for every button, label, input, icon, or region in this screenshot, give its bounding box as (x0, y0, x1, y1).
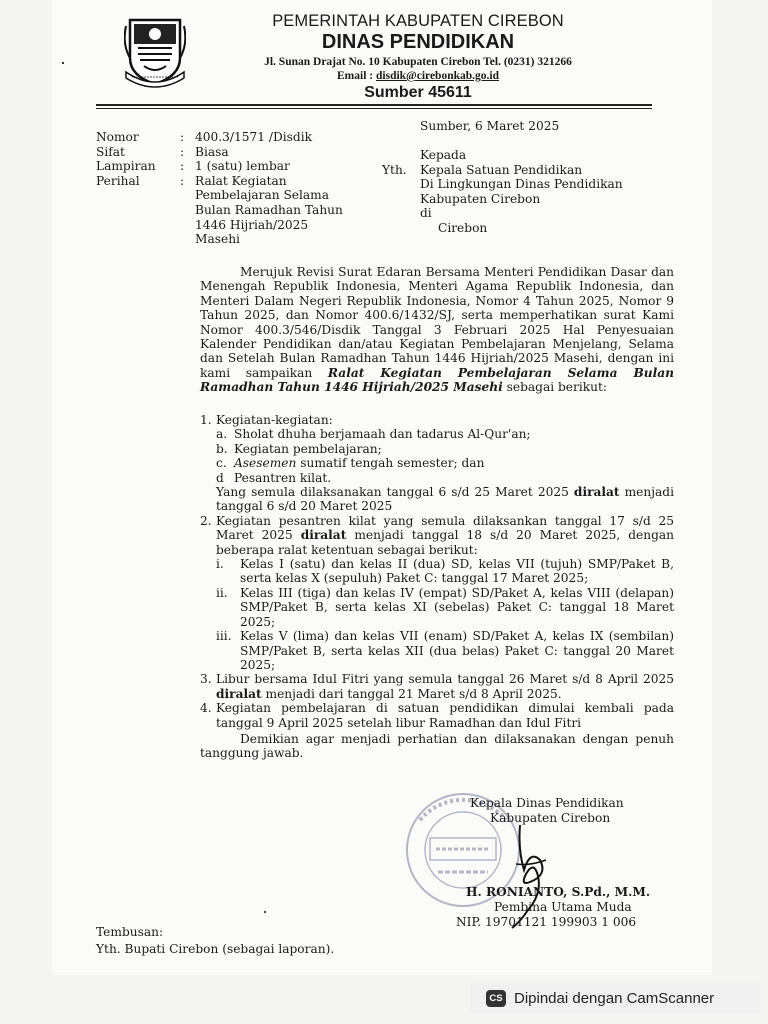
sub-letter: b. (216, 441, 228, 456)
meta-value-perihal-line: Bulan Ramadhan Tahun (195, 202, 343, 217)
body-paragraph (200, 265, 674, 395)
meta-label-lampiran: Lampiran (96, 159, 156, 174)
diralat-emphasis: diralat (216, 686, 262, 701)
list-item-1-change (216, 485, 674, 514)
sub-letter: d (216, 470, 224, 485)
recipient-block (420, 148, 623, 236)
sub-text: sumatif tengah semester; dan (296, 456, 485, 471)
recipient-kepada: Kepada (420, 148, 467, 162)
list-text: Kegiatan pesantren kilat yang semula dilaksankan tanggal 17 s/d 25 Maret 2025 (216, 513, 674, 543)
camscanner-watermark (470, 983, 760, 1013)
camscanner-logo-icon: CS (486, 990, 506, 1007)
meta-label-sifat: Sifat (96, 144, 125, 159)
diralat-emphasis: diralat (573, 485, 620, 500)
intro-paragraph (200, 265, 674, 395)
diralat-emphasis: diralat (300, 528, 347, 543)
camscanner-text: Dipindai dengan CamScanner (514, 989, 715, 1007)
scan-speck (62, 62, 64, 64)
letter-date: Sumber, 6 Maret 2025 (420, 119, 560, 133)
sub-letter: a. (216, 427, 228, 442)
letterhead-agency: DINAS PENDIDIKAN (321, 31, 515, 53)
signature-title-line: Kepala Dinas Pendidikan (470, 796, 624, 810)
recipient-city: Cirebon (438, 220, 488, 235)
list-number: 4. (200, 701, 212, 716)
tembusan-label: Tembusan: (96, 925, 164, 939)
recipient-line: Di Lingkungan Dinas Pendidikan (420, 177, 623, 192)
tembusan-recipient: Yth. Bupati Cirebon (sebagai laporan). (96, 942, 335, 956)
roman-number: ii. (216, 585, 228, 600)
ralat-list (200, 413, 674, 761)
signatory-name: H. RONIANTO, S.Pd., M.M. (466, 885, 651, 899)
list-item-3 (200, 672, 674, 701)
recipient-line: Kepala Satuan Pendidikan (420, 162, 583, 177)
roman-number: iii. (216, 629, 232, 644)
meta-value-perihal-line: Ralat Kegiatan (195, 173, 287, 188)
intro-subject-emphasis: Ralat Kegiatan Pembelajaran Selama Bulan Ramadhan Tahun 1446 Hijriah/2025 Masehi (200, 365, 674, 395)
meta-value-lampiran: 1 (satu) lembar (195, 159, 290, 174)
sub-item-d (216, 471, 674, 485)
roman-text: Kelas I (satu) dan kelas II (dua) SD, kelas VII (tujuh) SMP/Paket B, serta kelas X (sepuluh) Paket C: tanggal 17 Maret 2025; (240, 557, 674, 586)
meta-colons (180, 130, 184, 188)
sub-text: Pesantren kilat. (234, 470, 332, 485)
roman-item-ii (216, 586, 674, 629)
meta-colon: : (180, 144, 185, 159)
letterhead-address: Jl. Sunan Drajat No. 10 Kabupaten Cirebon Tel. (0231) 321266 (264, 56, 572, 68)
meta-value-perihal-line: Masehi (195, 232, 240, 247)
list-item-2 (200, 514, 674, 672)
roman-text: Kelas V (lima) dan kelas VII (enam) SD/Paket A, kelas IX (sembilan) SMP/Paket B, serta kelas XII (dua belas) Paket C: tanggal 20 Maret 2025; (240, 629, 674, 672)
change-text: Yang semula dilaksanakan tanggal 6 s/d 25 Maret 2025 (216, 485, 574, 500)
change-text: menjadi tanggal 6 s/d 20 Maret 2025 (216, 485, 674, 514)
letterhead-rule-thin (96, 108, 652, 109)
roman-number: i. (216, 557, 224, 572)
intro-text-end: sebagai berikut: (502, 380, 607, 395)
sub-item-c (216, 456, 674, 470)
meta-label-perihal: Perihal (96, 173, 140, 188)
meta-value-perihal-line: 1446 Hijriah/2025 (195, 217, 309, 232)
meta-value-nomor: 400.3/1571 /Disdik (195, 130, 313, 144)
meta-colon: : (180, 130, 185, 144)
list-text: Libur bersama Idul Fitri yang semula tanggal 26 Maret s/d 8 April 2025 (216, 672, 674, 687)
list-item-1 (200, 413, 674, 514)
signatory (456, 885, 651, 930)
letterhead-government: PEMERINTAH KABUPATEN CIREBON (272, 12, 564, 30)
sub-emphasis: Asesemen (234, 456, 297, 471)
recipient-line: Kabupaten Cirebon (420, 191, 541, 206)
meta-label-nomor: Nomor (96, 130, 139, 144)
roman-item-iii (216, 629, 674, 672)
intro-text: Merujuk Revisi Surat Edaran Bersama Menteri Pendidikan Dasar dan Menengah Republik Indonesia, Menteri Agama Republik Indonesia, dan Menteri Dalam Negeri Republik Indonesia, Nomor 4 Tahun 2025, Nomor 9 Tahun 2025, dan Nomor 400.6/1432/SJ, serta memperhatikan surat Kami Nomor 400.3/546/Disdik Tanggal 3 Februari 2025 Hal Penyesuaian Kalender Pendidikan dan/atau Kegiatan Pembelajaran Menjelang, Selama dan Setelah Bulan Ramadhan Tahun 1446 Hijriah/2025 Masehi, dengan ini kami sampaikan (200, 265, 674, 380)
roman-item-i (216, 557, 674, 586)
list-number: 3. (200, 672, 212, 687)
list-number: 1. (200, 413, 212, 427)
list-item-title: Kegiatan-kegiatan: (216, 413, 333, 427)
signatory-rank: Pembina Utama Muda (494, 900, 632, 914)
meta-value-perihal-line: Pembelajaran Selama (195, 188, 330, 203)
meta-values (195, 130, 343, 247)
sub-letter: c. (216, 456, 227, 471)
sub-item-a (216, 427, 674, 441)
cirebon-emblem-icon (124, 14, 186, 90)
sub-text: Sholat dhuha berjamaah dan tadarus Al-Qur'an; (234, 427, 531, 442)
recipient-honorific: Yth. (382, 163, 407, 177)
list-item-4 (200, 701, 674, 730)
roman-text: Kelas III (tiga) dan kelas IV (empat) SD/Paket A, kelas VIII (delapan) SMP/Paket B, serta kelas XI (sebelas) Paket C: tanggal 18 Maret 2025; (240, 585, 674, 629)
scan-speck (264, 911, 266, 913)
list-text: Kegiatan pembelajaran di satuan pendidikan dimulai kembali pada tanggal 9 April 2025 setelah libur Ramadhan dan Idul Fitri (216, 701, 674, 730)
closing-paragraph: Demikian agar menjadi perhatian dan dilaksanakan dengan penuh tanggung jawab. (200, 731, 674, 761)
sub-text: Kegiatan pembelajaran; (234, 441, 382, 456)
letterhead-rule-thick (96, 104, 652, 106)
tembusan-block (96, 924, 334, 958)
email-link[interactable]: disdik@cirebonkab.go.id (376, 70, 499, 82)
meta-labels (96, 130, 156, 188)
meta-colon: : (180, 159, 185, 174)
letterhead-city: Sumber 45611 (364, 84, 472, 101)
list-number: 2. (200, 513, 212, 528)
meta-value-sifat: Biasa (195, 144, 229, 159)
email-label: Email : (337, 70, 376, 82)
signatory-nip: NIP. 19701121 199903 1 006 (456, 915, 637, 929)
signature-title-line: Kabupaten Cirebon (490, 810, 611, 825)
list-text: menjadi tanggal 18 s/d 20 Maret 2025, dengan beberapa ralat ketentuan sebagai berikut: (216, 528, 674, 557)
meta-colon: : (180, 173, 185, 188)
recipient-line: di (420, 206, 432, 221)
letterhead-email-line (200, 70, 636, 82)
list-text: menjadi dari tanggal 21 Maret s/d 8 April 2025. (261, 686, 562, 701)
sub-item-b (216, 442, 674, 456)
